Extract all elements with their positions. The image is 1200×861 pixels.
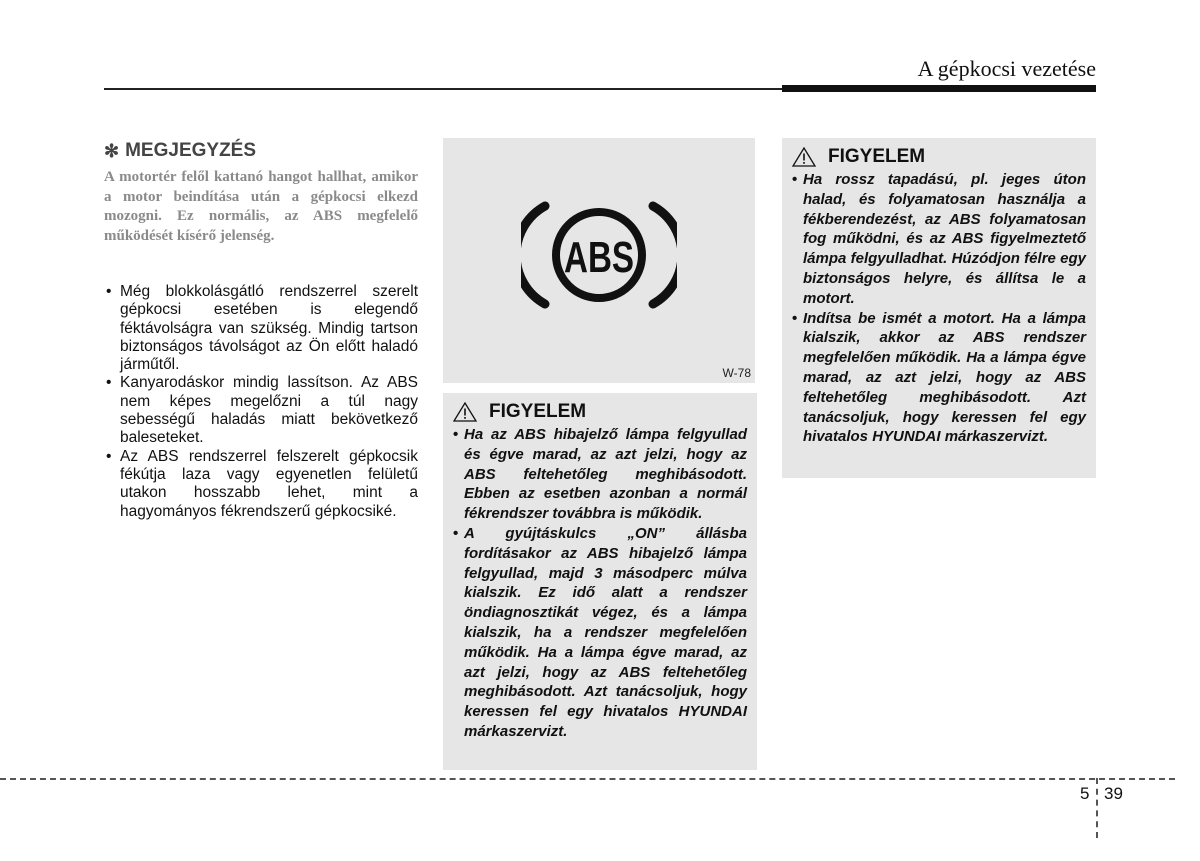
- warning-item: • Ha az ABS hibajelző lámpa felgyullad és égve marad, az azt jelzi, hogy az ABS feltehetőleg meghibásodott. Ebben az esetben azonban a normál fékrendszer továbbra is működik.: [453, 425, 747, 524]
- note-block: [104, 140, 418, 246]
- header-rule-thin: [104, 88, 782, 90]
- page-number: 39: [1104, 784, 1123, 803]
- warning-item: • Indítsa be ismét a motort. Ha a lámpa kialszik, akkor az ABS rendszer megfelelően működik. Ha a lámpa égve marad, az azt jelzi, hogy az ABS feltehetőleg meghibásodott. Azt tanácsoljuk, hogy keressen fel egy hivatalos HYUNDAI márkaszervizt.: [792, 309, 1086, 448]
- chapter-number: 5: [1080, 784, 1090, 803]
- warning-header: [792, 146, 1086, 168]
- note-star-icon: ✻: [104, 140, 120, 161]
- header-rule-thick: [782, 85, 1096, 92]
- note-heading-text: MEGJEGYZÉS: [125, 140, 257, 161]
- warning-title: FIGYELEM: [828, 146, 926, 167]
- abs-figure: [443, 138, 755, 383]
- abs-symbol-text: ABS: [564, 233, 634, 282]
- note-body: A motortér felől kattanó hangot hallhat, amikor a motor beindítása után a gépkocsi elkezd mozogni. Ez normális, az ABS megfelelő működését kísérő jelenség.: [104, 169, 418, 244]
- abs-warning-light-icon: [521, 200, 677, 310]
- footer-dashed-rule: [0, 778, 1175, 780]
- warning-title: FIGYELEM: [489, 401, 587, 422]
- warning-header: [453, 401, 747, 423]
- figure-code: W-78: [722, 366, 751, 380]
- warning-triangle-icon: [453, 402, 477, 422]
- info-bullet-item: • Az ABS rendszerrel felszerelt gépkocsik fékútja laza vagy egyenetlen felületű utakon hosszabb lehet, mint a hagyományos fékrendszerű gépkocsiké.: [104, 448, 418, 521]
- section-title: A gépkocsi vezetése: [917, 56, 1096, 81]
- warning-box-2: [782, 138, 1096, 478]
- warning-item: • A gyújtáskulcs „ON” állásba fordításakor az ABS hibajelző lámpa felgyullad, majd 3 másodperc múlva kialszik. Ez idő alatt a rendszer öndiagnosztikát végez, és a lámpa kialszik, ha a rendszer megfelelően működik. Ha a lámpa égve marad, az azt jelzi, hogy az ABS feltehetőleg meghibásodott. Azt tanácsoljuk, hogy keressen fel egy hivatalos HYUNDAI márkaszervizt.: [453, 524, 747, 742]
- footer-page-divider: [1096, 778, 1098, 838]
- info-bullet-list: [104, 283, 418, 521]
- info-bullet-item: • Még blokkolásgátló rendszerrel szerelt gépkocsi esetében is elegendő féktávolságra van szükség. Mindig tartson biztonságos távolságot az Ön előtt haladó járműtől.: [104, 283, 418, 374]
- warning-item: • Ha rossz tapadású, pl. jeges úton halad, és folyamatosan használja a fékberendezést, az ABS folyamatosan fog működni, és az ABS figyelmeztető lámpa felgyulladhat. Húzódjon félre egy biztonságos helyre, és állítsa le a motort.: [792, 170, 1086, 309]
- warning-triangle-icon: [792, 147, 816, 167]
- warning-list: [792, 170, 1086, 447]
- note-heading: [104, 140, 418, 162]
- info-bullet-item: • Kanyarodáskor mindig lassítson. Az ABS nem képes megelőzni a túl nagy sebességű haladás miatt bekövetkező baleseteket.: [104, 374, 418, 447]
- warning-box-1: [443, 393, 757, 770]
- warning-list: [453, 425, 747, 742]
